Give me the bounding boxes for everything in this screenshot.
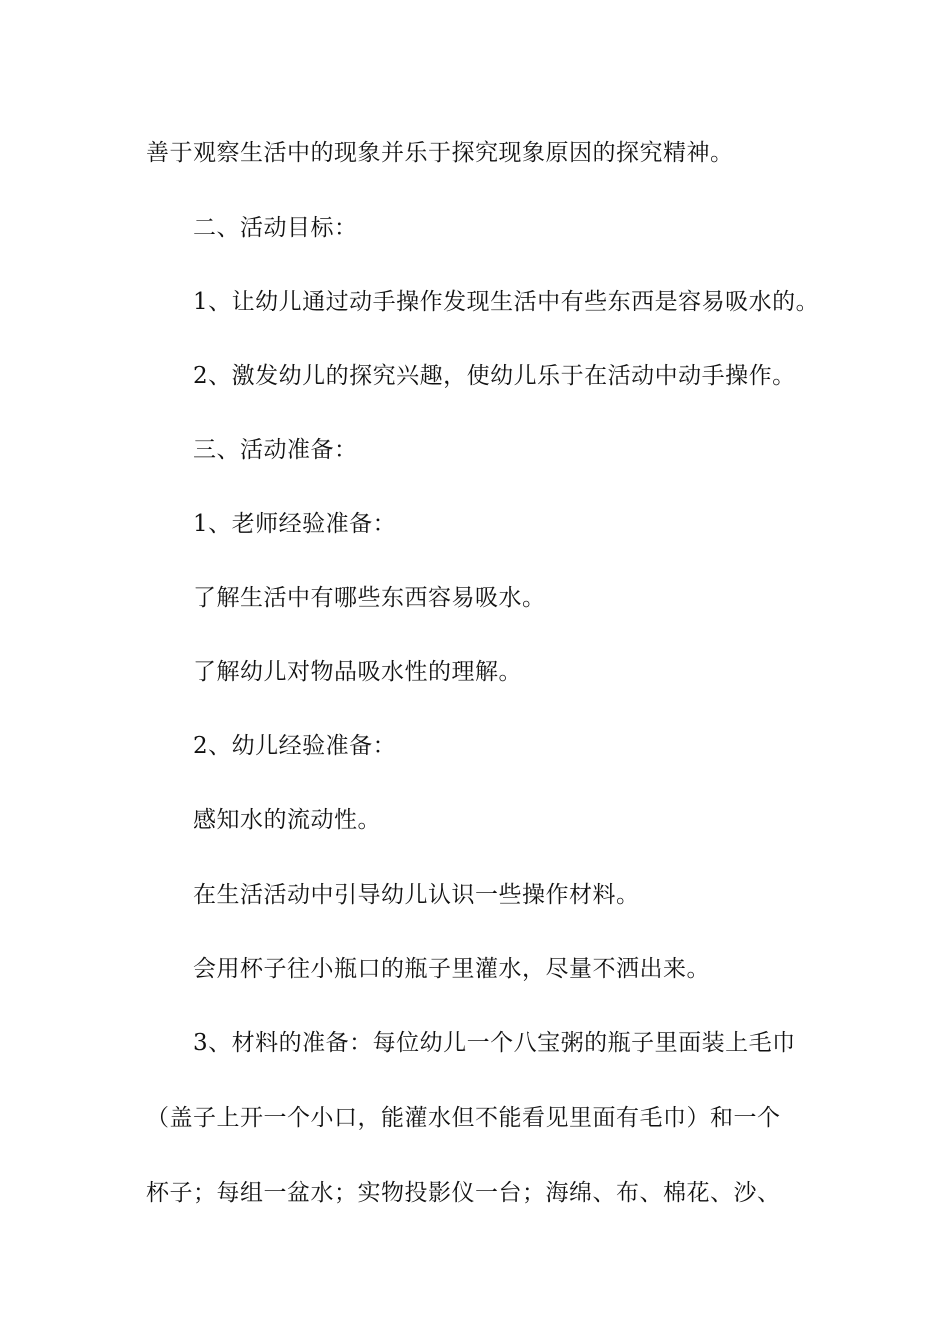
paragraph-line: 2、激发幼儿的探究兴趣，使幼儿乐于在活动中动手操作。 [193,363,796,389]
subheading-children: 2、幼儿经验准备： [193,733,397,759]
paragraph-line: 善于观察生活中的现象并乐于探究现象原因的探究精神。 [146,140,734,166]
paragraph-line: 1、让幼儿通过动手操作发现生活中有些东西是容易吸水的。 [193,289,820,315]
section-heading-preparation: 三、活动准备： [193,437,358,463]
paragraph-line: 会用杯子往小瓶口的瓶子里灌水，尽量不洒出来。 [193,956,710,982]
paragraph-line: 在生活活动中引导幼儿认识一些操作材料。 [193,882,640,908]
paragraph-line: 3、材料的准备：每位幼儿一个八宝粥的瓶子里面装上毛巾 [193,1030,796,1056]
paragraph-line: （盖子上开一个小口，能灌水但不能看见里面有毛巾）和一个 [146,1105,781,1131]
section-heading-goals: 二、活动目标： [193,215,358,241]
paragraph-line: 了解幼儿对物品吸水性的理解。 [193,659,522,685]
paragraph-line: 了解生活中有哪些东西容易吸水。 [193,585,546,611]
paragraph-line: 杯子；每组一盆水；实物投影仪一台；海绵、布、棉花、沙、 [146,1180,781,1206]
paragraph-line: 感知水的流动性。 [193,807,381,833]
subheading-teacher: 1、老师经验准备： [193,511,397,537]
